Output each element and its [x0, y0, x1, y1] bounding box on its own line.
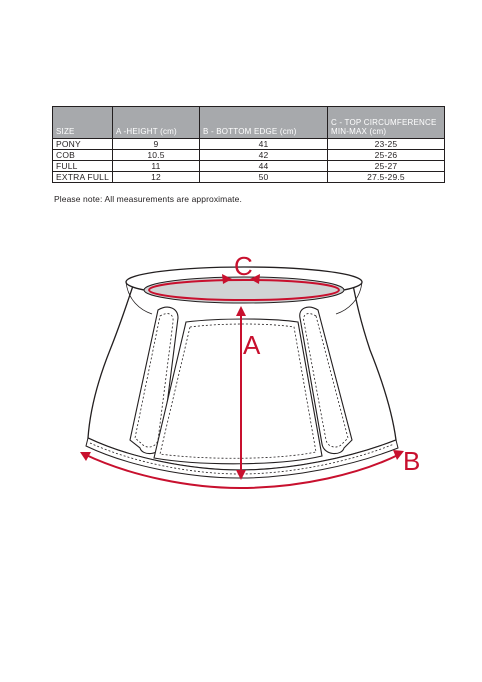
- cell-size: PONY: [53, 139, 113, 150]
- cell-height: 12: [113, 172, 200, 183]
- header-height: A -HEIGHT (cm): [113, 107, 200, 139]
- cell-size: FULL: [53, 161, 113, 172]
- cell-size: COB: [53, 150, 113, 161]
- table-row: [53, 139, 445, 150]
- cell-top-circumference: 23-25: [328, 139, 445, 150]
- header-bottom-edge: B - BOTTOM EDGE (cm): [200, 107, 328, 139]
- table-row: [53, 161, 445, 172]
- size-chart-table: [52, 106, 445, 183]
- label-b: B: [403, 446, 421, 476]
- table-row: [53, 150, 445, 161]
- bell-boot-diagram: [0, 230, 482, 500]
- cell-top-circumference: 27.5-29.5: [328, 172, 445, 183]
- cell-top-circumference: 25-27: [328, 161, 445, 172]
- header-size: SIZE: [53, 107, 113, 139]
- header-top-circumference: C - TOP CIRCUMFERENCE MIN-MAX (cm): [328, 107, 445, 139]
- cell-bottom-edge: 41: [200, 139, 328, 150]
- label-a: A: [243, 330, 261, 360]
- cell-height: 10.5: [113, 150, 200, 161]
- measurement-note: Please note: All measurements are approximate.: [54, 194, 242, 204]
- label-c: C: [234, 251, 253, 281]
- cell-height: 11: [113, 161, 200, 172]
- table-row: [53, 172, 445, 183]
- cell-bottom-edge: 44: [200, 161, 328, 172]
- cell-height: 9: [113, 139, 200, 150]
- cell-bottom-edge: 50: [200, 172, 328, 183]
- cell-size: EXTRA FULL: [53, 172, 113, 183]
- cell-top-circumference: 25-26: [328, 150, 445, 161]
- cell-bottom-edge: 42: [200, 150, 328, 161]
- table-header-row: [53, 107, 445, 139]
